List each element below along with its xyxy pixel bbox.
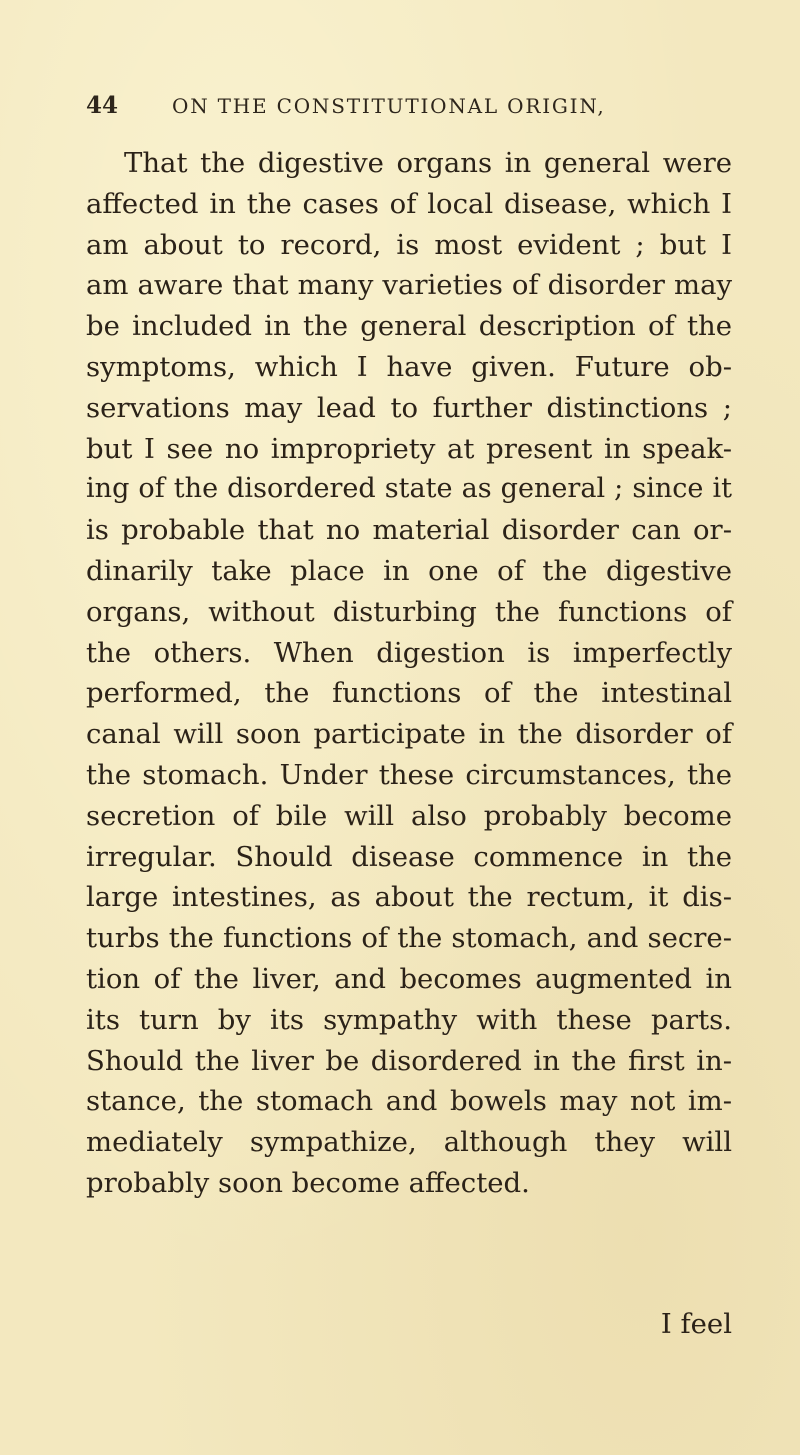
text-line: Should the liver be disordered in the first in-: [86, 1044, 732, 1077]
text-line: the others. When digestion is imperfectly: [86, 636, 732, 669]
running-title: ON THE CONSTITUTIONAL ORIGIN,: [172, 94, 606, 118]
text-line: symptoms, which I have given. Future ob-: [86, 350, 732, 383]
text-line: its turn by its sympathy with these parts.: [86, 1003, 732, 1036]
text-line: affected in the cases of local disease, which I: [86, 187, 732, 220]
text-line: am about to record, is most evident ; but I: [86, 228, 732, 261]
text-line: stance, the stomach and bowels may not im-: [86, 1085, 732, 1118]
text-line: canal will soon participate in the disorder of: [86, 718, 732, 751]
text-line: large intestines, as about the rectum, it dis-: [86, 881, 732, 914]
text-line: the stomach. Under these circumstances, the: [86, 758, 732, 791]
text-line: is probable that no material disorder can or-: [86, 514, 732, 547]
text-line: irregular. Should disease commence in the: [86, 840, 732, 873]
text-line: probably soon become affected.: [86, 1166, 530, 1199]
text-line: be included in the general description of the: [86, 310, 732, 343]
text-line: organs, without disturbing the functions of: [86, 595, 732, 628]
text-line: tion of the liver, and becomes augmented in: [86, 962, 732, 995]
text-line: ing of the disordered state as general ; since it: [86, 473, 732, 505]
text-line: servations may lead to further distinctions ;: [86, 391, 732, 424]
text-line: turbs the functions of the stomach, and secre-: [86, 922, 732, 955]
text-line: but I see no impropriety at present in speak-: [86, 432, 732, 465]
text-line: am aware that many varieties of disorder may: [86, 269, 732, 302]
running-head: [86, 92, 726, 122]
page-number: 44: [86, 92, 119, 119]
catchword: I feel: [660, 1308, 732, 1340]
text-line: dinarily take place in one of the digestive: [86, 554, 732, 587]
text-line: performed, the functions of the intestinal: [86, 677, 732, 710]
text-line: secretion of bile will also probably become: [86, 799, 732, 832]
body-paragraph: [86, 143, 732, 1204]
text-line: mediately sympathize, although they will: [86, 1126, 732, 1159]
text-line: That the digestive organs in general were: [124, 147, 732, 179]
